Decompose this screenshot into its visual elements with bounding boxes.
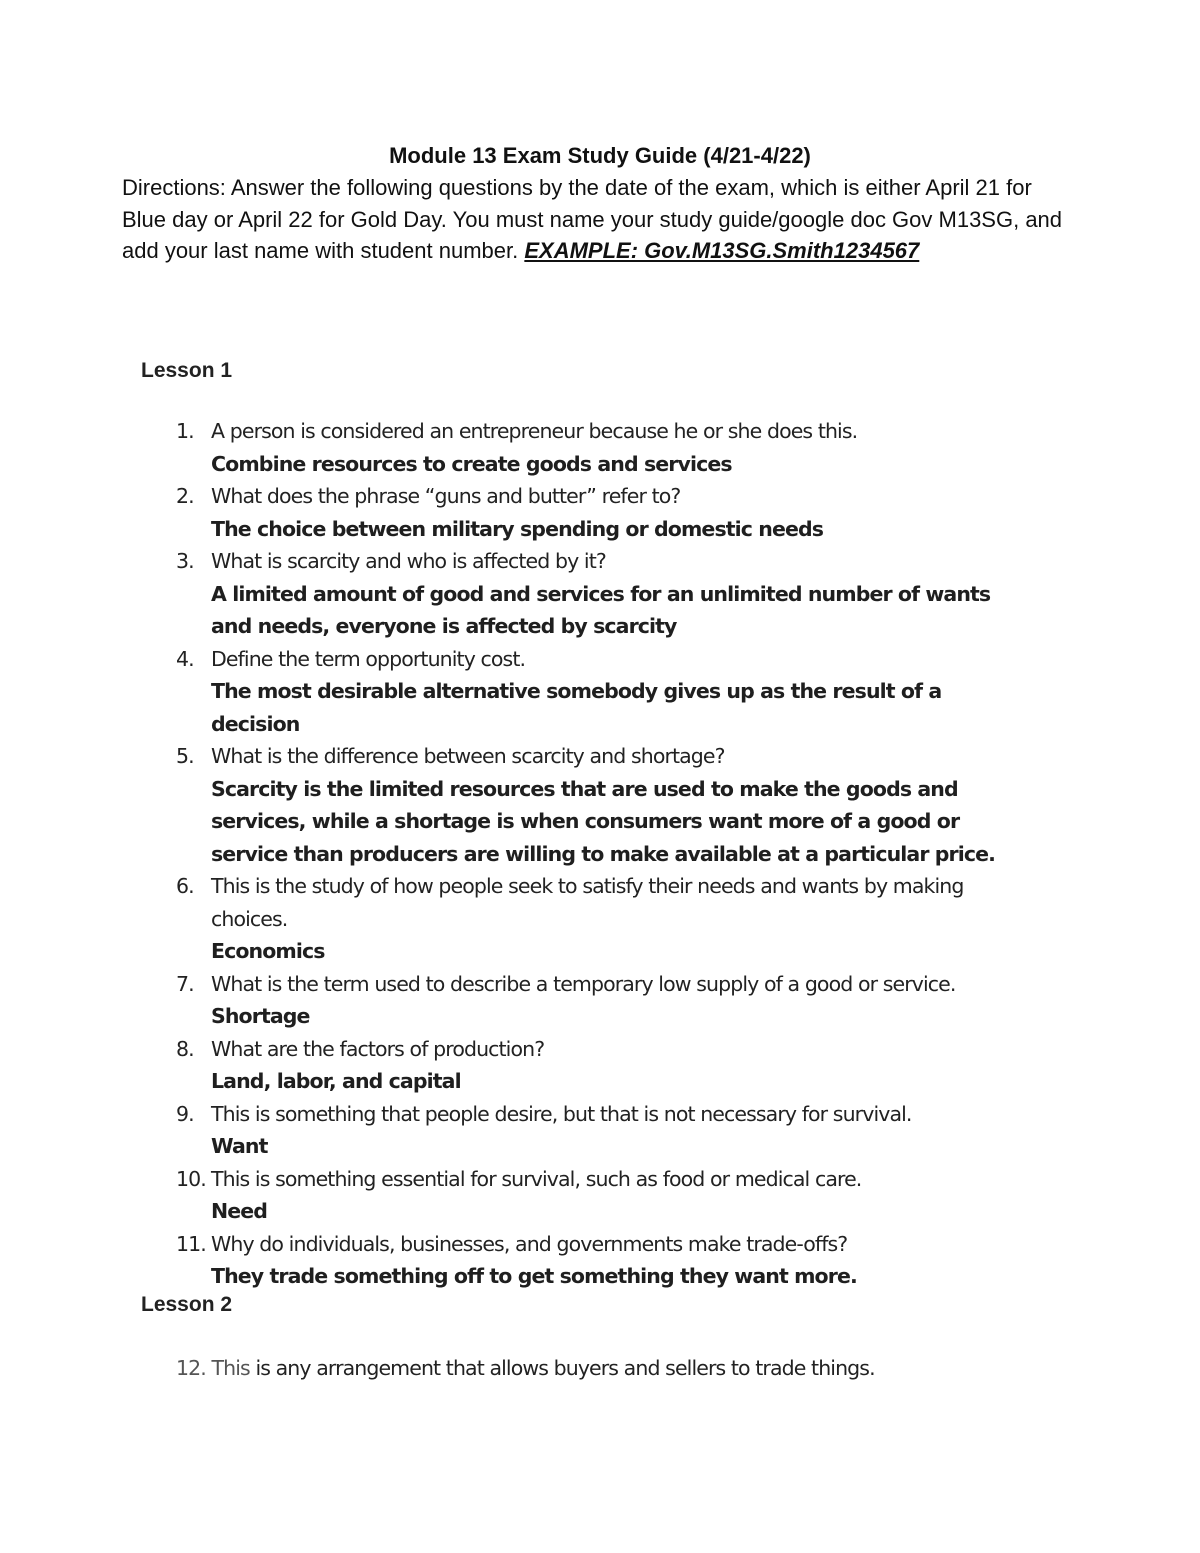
question-item bbox=[0, 415, 1200, 480]
question-number: 2. bbox=[176, 484, 194, 508]
question-item bbox=[0, 643, 1200, 741]
question-number: 7. bbox=[176, 971, 194, 996]
example-filename: EXAMPLE: Gov.M13SG.Smith1234567 bbox=[524, 238, 920, 263]
question-item bbox=[0, 968, 1200, 1033]
question-item bbox=[0, 1163, 1200, 1228]
answer-text: The most desirable alternative somebody gives up as the result of a decision bbox=[211, 679, 942, 736]
answer-text: Land, labor, and capital bbox=[211, 1069, 461, 1093]
answer-text: Want bbox=[211, 1134, 268, 1158]
answer-text: Combine resources to create goods and services bbox=[211, 451, 732, 476]
answer-text: A limited amount of good and services for an unlimited number of wants and needs, everyone is affected by scarcity bbox=[211, 581, 991, 638]
lesson-2-heading: Lesson 2 bbox=[141, 1293, 233, 1316]
answer-text: Economics bbox=[211, 939, 325, 963]
directions-text: Directions: Answer the following questions by the date of the exam, which is either April 21 for Blue day or April 22 for Gold Day. You must name your study guide/google doc Gov M13SG, and add your last name with student number. bbox=[122, 175, 1063, 263]
directions-paragraph bbox=[122, 172, 1072, 267]
question-number: 11. bbox=[176, 1231, 206, 1256]
answer-text: The choice between military spending or domestic needs bbox=[211, 516, 824, 541]
answer-text: Need bbox=[211, 1199, 268, 1223]
question-text: A person is considered an entrepreneur because he or she does this. bbox=[211, 419, 858, 443]
document-title: Module 13 Exam Study Guide (4/21-4/22) bbox=[389, 143, 811, 168]
question-number: 6. bbox=[176, 874, 194, 898]
question-number: 1. bbox=[176, 419, 194, 443]
question-text: Define the term opportunity cost. bbox=[211, 646, 526, 671]
question-text: is any arrangement that allows buyers and sellers to trade things. bbox=[249, 1356, 875, 1380]
question-number: 3. bbox=[176, 549, 194, 573]
question-number: 5. bbox=[176, 744, 194, 768]
question-number: 4. bbox=[176, 646, 194, 671]
question-text: What is the term used to describe a temporary low supply of a good or service. bbox=[211, 971, 956, 996]
question-text: What is the difference between scarcity and shortage? bbox=[211, 744, 725, 768]
answer-text: Scarcity is the limited resources that are used to make the goods and services, while a shortage is when consumers want more of a good or service than producers are willing to make available at a particular price. bbox=[211, 776, 996, 866]
question-item bbox=[0, 870, 1200, 968]
lesson-1-heading: Lesson 1 bbox=[141, 359, 233, 382]
question-text: This is the study of how people seek to satisfy their needs and wants by making choices. bbox=[211, 874, 964, 931]
lesson-1-question-list bbox=[0, 415, 1200, 1293]
question-item bbox=[0, 480, 1200, 545]
question-lead-word: This bbox=[211, 1356, 250, 1380]
question-item bbox=[0, 545, 1200, 643]
question-item bbox=[0, 1228, 1200, 1293]
answer-text: They trade something off to get something they want more. bbox=[211, 1264, 857, 1288]
question-text: What is scarcity and who is affected by it? bbox=[211, 549, 606, 573]
question-number: 10. bbox=[176, 1166, 206, 1191]
question-text: This is something that people desire, but that is not necessary for survival. bbox=[211, 1101, 912, 1126]
question-text: This is something essential for survival, such as food or medical care. bbox=[211, 1166, 862, 1191]
question-text: What are the factors of production? bbox=[211, 1036, 545, 1061]
question-text: What does the phrase “guns and butter” refer to? bbox=[211, 484, 681, 508]
question-number: 12. bbox=[176, 1356, 206, 1380]
question-item bbox=[0, 1033, 1200, 1098]
question-item bbox=[176, 1352, 875, 1385]
question-text: Why do individuals, businesses, and governments make trade-offs? bbox=[211, 1231, 848, 1256]
question-item bbox=[0, 740, 1200, 870]
answer-text: Shortage bbox=[211, 1004, 310, 1028]
question-item bbox=[0, 1098, 1200, 1163]
question-number: 8. bbox=[176, 1036, 194, 1061]
question-number: 9. bbox=[176, 1101, 194, 1126]
